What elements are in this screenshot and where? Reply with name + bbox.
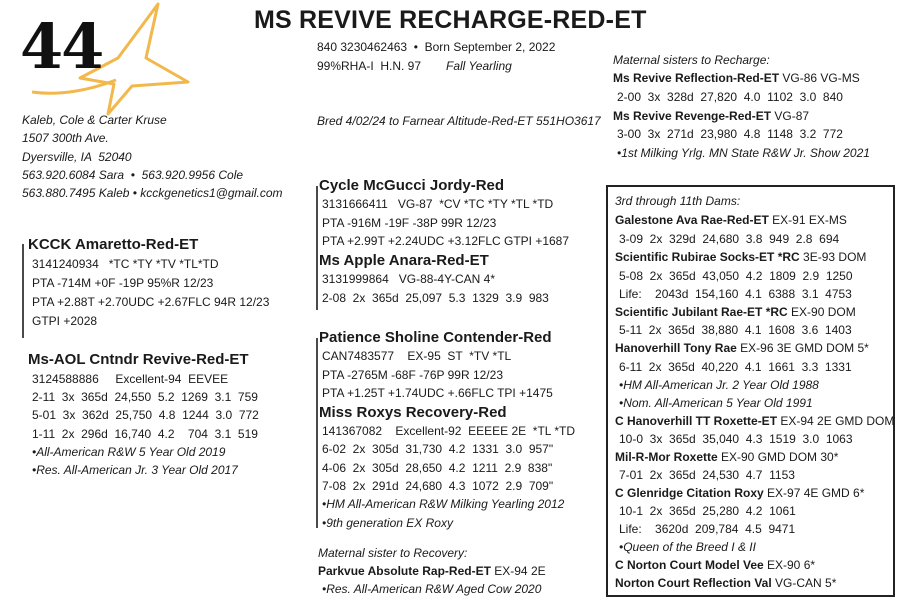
dam4-lifetime: Life: 2043d 154,160 4.1 6388 3.1 4753 [619, 287, 852, 301]
rha-value: 99%RHA-I H.N. 97 [317, 59, 422, 73]
sire-line1: 3141240934 *TC *TY *TV *TL*TD [32, 257, 219, 271]
dam7-score: EX-94 2E GMD DOM [777, 414, 895, 428]
sire-dam-record1: 2-08 2x 365d 25,097 5.3 1329 3.9 983 [322, 291, 549, 305]
recovery-sister-heading: Maternal sister to Recovery: [318, 546, 468, 560]
dam8-name: Mil-R-Mor Roxette [615, 450, 718, 464]
dam-record3: 1-11 2x 296d 16,740 4.2 704 3.1 519 [32, 427, 258, 441]
sire-sire-line2: PTA -916M -19F -38P 99R 12/23 [322, 216, 497, 230]
dam5-score: EX-90 DOM [787, 305, 856, 319]
page-title: MS REVIVE RECHARGE-RED-ET [254, 6, 647, 34]
recharge-sister1-score: VG-86 VG-MS [779, 71, 860, 85]
dam-dam-record1: 6-02 2x 305d 31,730 4.2 1331 3.0 957" [322, 442, 554, 456]
dam7-name: C Hanoverhill TT Roxette-ET [615, 414, 778, 428]
dam-note1: •All-American R&W 5 Year Old 2019 [32, 445, 226, 459]
dam11-score: VG-CAN 5* [771, 576, 837, 590]
dam6-note1: •HM All-American Jr. 2 Year Old 1988 [619, 378, 819, 392]
dam-record2: 5-01 3x 362d 25,750 4.8 1244 3.0 772 [32, 408, 259, 422]
dam-dam-note2: •9th generation EX Roxy [322, 516, 453, 530]
dam8-record: 7-01 2x 365d 24,530 4.7 1153 [619, 468, 795, 482]
dam10-name: C Norton Court Model Vee [615, 558, 764, 572]
sire-sire-bracket-line [316, 186, 318, 310]
dam-sire-line2: PTA -2765M -68F -76P 99R 12/23 [322, 368, 503, 382]
dam-line1: 3124588886 Excellent-94 EEVEE [32, 372, 229, 386]
dam3-score: EX-91 EX-MS [768, 213, 847, 227]
dam8-line [615, 450, 838, 464]
dam8-score: EX-90 GMD DOM 30* [717, 450, 839, 464]
dam-sire-name: Patience Sholine Contender-Red [319, 329, 552, 346]
dam3-line [615, 213, 847, 227]
recovery-sister-line [318, 564, 546, 578]
recovery-sister-score: EX-94 2E [490, 564, 546, 578]
registration-and-birth: 840 3230462463 • Born September 2, 2022 [317, 40, 556, 54]
dam4-score: 3E-93 DOM [799, 250, 867, 264]
dam6-score: EX-96 3E GMD DOM 5* [736, 341, 869, 355]
recharge-sister2-note: •1st Milking Yrlg. MN State R&W Jr. Show 2021 [617, 146, 870, 160]
consignor-address2: Dyersville, IA 52040 [22, 150, 132, 164]
dam6-name: Hanoverhill Tony Rae [615, 341, 737, 355]
dam-dam-record2: 4-06 2x 305d 28,650 4.2 1211 2.9 838" [322, 461, 553, 475]
lot-number: 44 [20, 10, 103, 83]
dam11-line [615, 576, 836, 590]
consignor-address1: 1507 300th Ave. [22, 131, 109, 145]
recharge-sister2-name: Ms Revive Revenge-Red-ET [613, 109, 772, 123]
sire-dam-line1: 3131999864 VG-88-4Y-CAN 4* [322, 272, 496, 286]
dam4-record: 5-08 2x 365d 43,050 4.2 1809 2.9 1250 [619, 269, 853, 283]
sire-sire-line3: PTA +2.99T +2.24UDC +3.12FLC GTPI +1687 [322, 234, 570, 248]
consignor-phone2: 563.880.7495 Kaleb • kcckgenetics1@gmail.com [22, 186, 283, 200]
sire-dam-name: Ms Apple Anara-Red-ET [319, 252, 489, 269]
dam4-line [615, 250, 866, 264]
dam-name: Ms-AOL Cntndr Revive-Red-ET [28, 351, 249, 368]
dam3-name: Galestone Ava Rae-Red-ET [615, 213, 769, 227]
dam5-record: 5-11 2x 365d 38,880 4.1 1608 3.6 1403 [619, 323, 852, 337]
recovery-sister-note: •Res. All-American R&W Aged Cow 2020 [322, 582, 542, 596]
consignor-phone1: 563.920.6084 Sara • 563.920.9956 Cole [22, 168, 244, 182]
recharge-sister1-name: Ms Revive Reflection-Red-ET [613, 71, 780, 85]
consignor-names: Kaleb, Cole & Carter Kruse [22, 113, 167, 127]
dam-dam-record3: 7-08 2x 291d 24,680 4.3 1072 2.9 709" [322, 479, 554, 493]
sire-name: KCCK Amaretto-Red-ET [28, 236, 199, 253]
recharge-sister1-line [613, 71, 860, 85]
dam9-lifetime: Life: 3620d 209,784 4.5 9471 [619, 522, 796, 536]
dam5-name: Scientific Jubilant Rae-ET *RC [615, 305, 788, 319]
dam6-line [615, 341, 869, 355]
sire-sire-line1: 3131666411 VG-87 *CV *TC *TY *TL *TD [322, 197, 554, 211]
dam-sire-line3: PTA +1.25T +1.74UDC +.66FLC TPI +1475 [322, 386, 553, 400]
recharge-sisters-heading: Maternal sisters to Recharge: [613, 53, 770, 67]
dams-heading: 3rd through 11th Dams: [615, 194, 741, 208]
dam11-name: Norton Court Reflection Val [615, 576, 772, 590]
recharge-sister2-record: 3-00 3x 271d 23,980 4.8 1148 3.2 772 [617, 127, 843, 141]
dam7-line [615, 414, 894, 428]
dam-dam-note1: •HM All-American R&W Milking Yearling 2012 [322, 497, 565, 511]
recharge-sister1-record: 2-00 3x 328d 27,820 4.0 1102 3.0 840 [617, 90, 843, 104]
dam-dam-name: Miss Roxys Recovery-Red [319, 404, 507, 421]
sire-line4: GTPI +2028 [32, 314, 98, 328]
recovery-sister-name: Parkvue Absolute Rap-Red-ET [318, 564, 491, 578]
dam6-record: 6-11 2x 365d 40,220 4.1 1661 3.3 1331 [619, 360, 852, 374]
dam10-score: EX-90 6* [763, 558, 816, 572]
recharge-sister2-score: VG-87 [771, 109, 810, 123]
sire-line3: PTA +2.88T +2.70UDC +2.67FLC 94R 12/23 [32, 295, 270, 309]
dam6-note2: •Nom. All-American 5 Year Old 1991 [619, 396, 813, 410]
dam10-line [615, 558, 815, 572]
dam9-score: EX-97 4E GMD 6* [763, 486, 865, 500]
dam9-record: 10-1 2x 365d 25,280 4.2 1061 [619, 504, 796, 518]
dam-sire-line1: CAN7483577 EX-95 ST *TV *TL [322, 349, 512, 363]
recharge-sister2-line [613, 109, 809, 123]
sire-bracket-line [22, 244, 24, 338]
class-label: Fall Yearling [446, 59, 512, 73]
dam9-line [615, 486, 864, 500]
dam-note2: •Res. All-American Jr. 3 Year Old 2017 [32, 463, 238, 477]
dam9-name: C Glenridge Citation Roxy [615, 486, 764, 500]
dam9-note: •Queen of the Breed I & II [619, 540, 756, 554]
sire-sire-name: Cycle McGucci Jordy-Red [319, 177, 505, 194]
dam-dam-line1: 141367082 Excellent-92 EEEEE 2E *TL *TD [322, 424, 576, 438]
dam-sire-bracket-line [316, 338, 318, 528]
sire-line2: PTA -714M +0F -19P 95%R 12/23 [32, 276, 214, 290]
dam5-line [615, 305, 856, 319]
dam7-record: 10-0 3x 365d 35,040 4.3 1519 3.0 1063 [619, 432, 853, 446]
dam-record1: 2-11 3x 365d 24,550 5.2 1269 3.1 759 [32, 390, 258, 404]
dam3-record: 3-09 2x 329d 24,680 3.8 949 2.8 694 [619, 232, 840, 246]
dam4-name: Scientific Rubirae Socks-ET *RC [615, 250, 800, 264]
bred-to: Bred 4/02/24 to Farnear Altitude-Red-ET 551HO3617 [317, 114, 601, 128]
